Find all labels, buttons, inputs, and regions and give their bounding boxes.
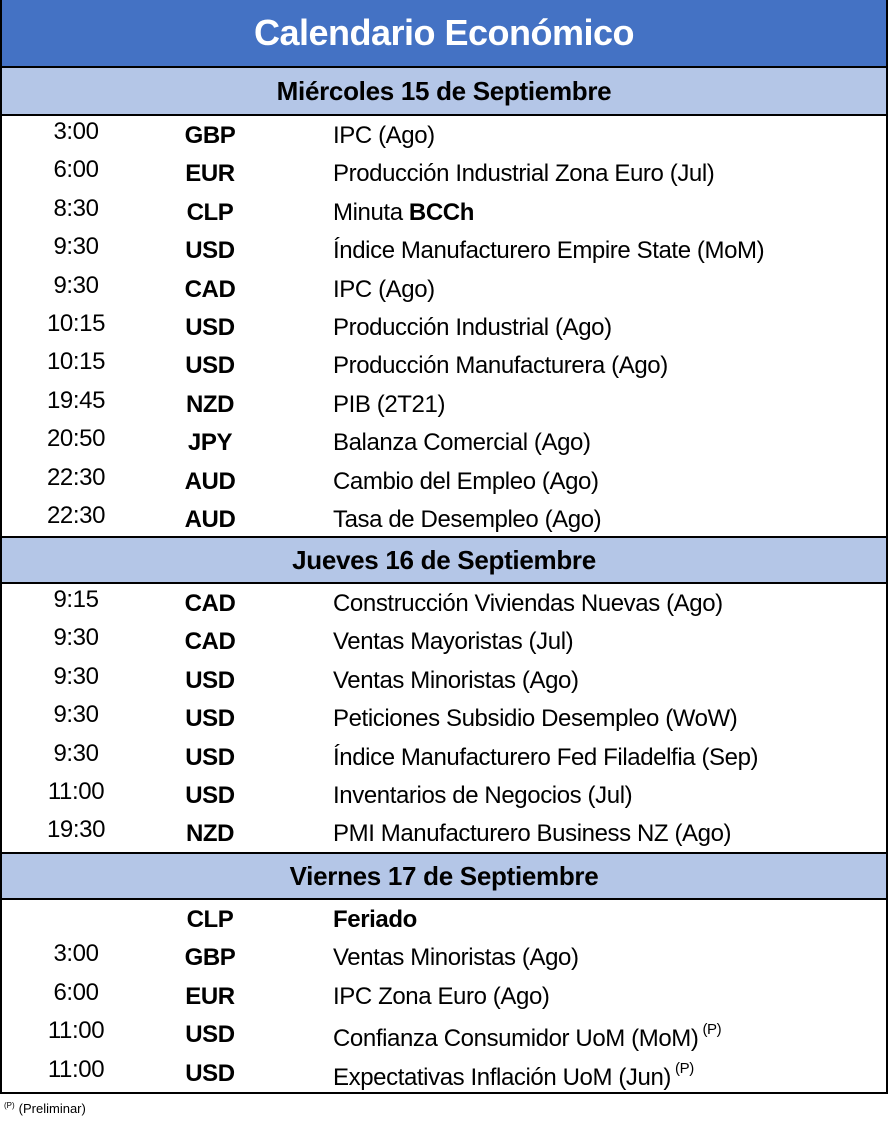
event-description xyxy=(333,506,601,534)
event-row xyxy=(2,776,886,814)
event-currency: USD xyxy=(185,313,235,341)
event-time: 6:00 xyxy=(53,978,99,1006)
event-row xyxy=(2,423,886,461)
event-time: 8:30 xyxy=(53,194,99,222)
event-time: 9:30 xyxy=(53,624,99,652)
event-time: 9:30 xyxy=(53,662,99,690)
event-row xyxy=(2,116,886,154)
event-time: 11:00 xyxy=(47,777,105,805)
event-time: 9:30 xyxy=(53,271,99,299)
event-description xyxy=(333,590,723,618)
event-currency: USD xyxy=(185,237,235,265)
event-currency: EUR xyxy=(185,160,235,188)
event-currency: AUD xyxy=(184,467,236,495)
event-description xyxy=(333,628,573,656)
day-header-friday: Viernes 17 de Septiembre xyxy=(2,852,886,900)
event-row xyxy=(2,622,886,660)
event-currency: USD xyxy=(185,705,235,733)
event-name: Producción Industrial Zona Euro (Jul) xyxy=(333,160,715,188)
calendar-title: Calendario Económico xyxy=(2,0,886,68)
event-currency: CAD xyxy=(184,628,236,656)
event-time: 3:00 xyxy=(53,118,99,145)
event-name: Ventas Mayoristas (Jul) xyxy=(333,628,574,656)
event-description xyxy=(333,199,474,227)
event-row xyxy=(2,738,886,776)
event-row xyxy=(2,977,886,1015)
event-name: PIB (2T21) xyxy=(333,390,446,418)
event-row xyxy=(2,699,886,737)
event-name-bold: BCCh xyxy=(408,198,474,226)
event-time: 22:30 xyxy=(46,463,106,491)
event-time: 6:00 xyxy=(53,156,99,184)
event-currency: USD xyxy=(185,666,235,694)
day-rows-friday xyxy=(2,900,886,1091)
event-currency: CAD xyxy=(184,275,236,303)
event-time: 19:30 xyxy=(46,816,106,844)
day-header-thursday: Jueves 16 de Septiembre xyxy=(2,536,886,584)
event-currency: AUD xyxy=(184,505,236,533)
event-row xyxy=(2,584,886,622)
event-name: IPC Zona Euro (Ago) xyxy=(333,982,550,1010)
event-time: 20:50 xyxy=(46,425,106,453)
event-row xyxy=(2,231,886,269)
event-currency: USD xyxy=(185,1021,235,1049)
event-row xyxy=(2,193,886,231)
event-description xyxy=(333,667,579,695)
event-currency: GBP xyxy=(184,122,236,149)
event-row xyxy=(2,500,886,538)
event-name: Cambio del Empleo (Ago) xyxy=(333,467,599,495)
event-currency: USD xyxy=(185,352,235,380)
event-row xyxy=(2,900,886,938)
event-currency: NZD xyxy=(185,820,235,848)
event-name: Expectativas Inflación UoM (Jun) xyxy=(333,1063,672,1091)
event-currency: GBP xyxy=(184,944,236,972)
event-row xyxy=(2,814,886,852)
event-name: Producción Manufacturera (Ago) xyxy=(333,352,668,380)
event-time: 10:15 xyxy=(46,348,106,376)
event-row xyxy=(2,308,886,346)
preliminary-mark: (P) xyxy=(702,1021,722,1039)
event-description xyxy=(333,276,435,304)
event-name: Confianza Consumidor UoM (MoM) xyxy=(333,1025,699,1053)
event-time: 9:30 xyxy=(53,701,99,729)
day-header-wednesday: Miércoles 15 de Septiembre xyxy=(2,68,886,116)
event-description xyxy=(333,744,758,772)
event-description xyxy=(333,906,417,934)
preliminary-mark: (P) xyxy=(675,1059,694,1077)
event-row xyxy=(2,938,886,976)
event-description xyxy=(333,352,668,380)
event-description xyxy=(333,429,591,457)
day-rows-thursday xyxy=(2,584,886,852)
event-time: 19:45 xyxy=(46,386,106,414)
event-name: Índice Manufacturero Fed Filadelfia (Sep) xyxy=(333,743,759,771)
event-name: Inventarios de Negocios (Jul) xyxy=(333,781,633,809)
event-time: 9:15 xyxy=(53,586,99,613)
event-currency: USD xyxy=(185,781,235,809)
event-row xyxy=(2,462,886,500)
event-row xyxy=(2,1015,886,1053)
event-currency: EUR xyxy=(185,982,235,1010)
event-time: 11:00 xyxy=(47,1017,105,1045)
event-name: Peticiones Subsidio Desempleo (WoW) xyxy=(333,705,738,733)
event-name: Producción Industrial (Ago) xyxy=(333,313,612,341)
event-time: 9:30 xyxy=(53,233,99,261)
event-currency: USD xyxy=(185,743,235,771)
event-name: Ventas Minoristas (Ago) xyxy=(333,944,579,972)
event-description xyxy=(333,983,550,1011)
event-row xyxy=(2,661,886,699)
event-description xyxy=(333,782,632,810)
event-name: Balanza Comercial (Ago) xyxy=(333,429,591,457)
event-name-bold: Feriado xyxy=(333,906,417,933)
footnote-text: (Preliminar) xyxy=(18,1101,86,1116)
footnote xyxy=(4,1101,86,1116)
event-currency: CLP xyxy=(186,198,234,226)
event-description xyxy=(333,1021,721,1053)
event-name: Tasa de Desempleo (Ago) xyxy=(333,505,602,533)
event-time: 11:00 xyxy=(47,1055,105,1083)
event-description xyxy=(333,820,731,848)
event-row xyxy=(2,346,886,384)
footnote-mark: (P) xyxy=(4,1101,15,1110)
event-currency: CLP xyxy=(186,906,234,933)
day-rows-wednesday xyxy=(2,116,886,536)
event-description xyxy=(333,160,714,188)
event-name: Índice Manufacturero Empire State (MoM) xyxy=(333,237,765,265)
event-description xyxy=(333,391,445,419)
event-description xyxy=(333,314,612,342)
event-time: 3:00 xyxy=(53,940,99,968)
event-time: 9:30 xyxy=(53,739,99,767)
event-description xyxy=(333,237,764,265)
event-time: 10:15 xyxy=(46,309,106,337)
event-name: Minuta xyxy=(333,198,409,226)
event-row xyxy=(2,1054,886,1092)
event-row xyxy=(2,385,886,423)
event-name: Construcción Viviendas Nuevas (Ago) xyxy=(333,590,723,617)
event-name: IPC (Ago) xyxy=(333,122,435,149)
event-time: 22:30 xyxy=(46,501,106,529)
event-description xyxy=(333,944,579,972)
event-description xyxy=(333,1060,694,1092)
event-row xyxy=(2,154,886,192)
event-description xyxy=(333,705,737,733)
event-name: Ventas Minoristas (Ago) xyxy=(333,666,579,694)
event-name: IPC (Ago) xyxy=(333,275,435,303)
event-currency: NZD xyxy=(185,390,235,418)
event-row xyxy=(2,270,886,308)
event-currency: USD xyxy=(185,1059,235,1087)
event-currency: JPY xyxy=(187,429,233,457)
event-description xyxy=(333,468,599,496)
event-name: PMI Manufacturero Business NZ (Ago) xyxy=(333,820,732,848)
event-description xyxy=(333,122,435,150)
event-currency: CAD xyxy=(184,590,236,617)
